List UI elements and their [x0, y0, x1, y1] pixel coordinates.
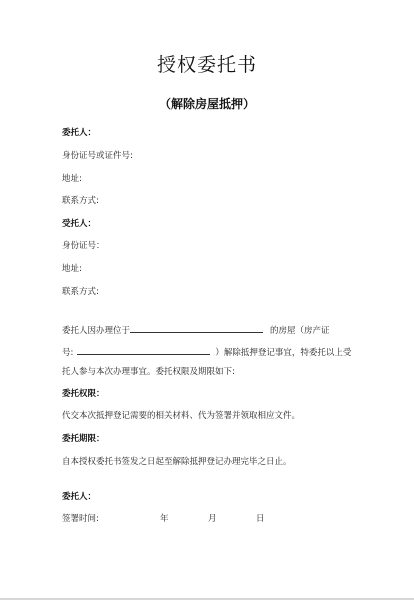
document-title: 授权委托书: [156, 54, 257, 76]
property-location-blank[interactable]: [130, 323, 263, 333]
principal-heading: 委托人：: [62, 128, 97, 138]
certificate-number-blank[interactable]: [77, 345, 210, 355]
agent-contact-label: 联系方式:: [62, 287, 99, 297]
signature-month-label: 月: [208, 514, 217, 524]
signature-heading: 委托人：: [62, 492, 97, 502]
signature-day-label: 日: [256, 514, 265, 524]
scope-heading: 委托权限：: [62, 389, 105, 399]
principal-contact-label: 联系方式:: [62, 196, 99, 206]
body-line-2-end: ）解除抵押登记事宜，特委托以上受: [215, 348, 352, 358]
body-line-2-start: 号:: [62, 348, 74, 358]
body-line-1: [62, 323, 330, 337]
principal-address-label: 地址:: [62, 174, 82, 184]
term-text: 自本授权委托书签发之日起至解除抵押登记办理完毕之日止。: [62, 457, 292, 467]
agent-id-label: 身份证号：: [62, 241, 105, 251]
agent-address-label: 地址:: [62, 264, 82, 274]
scope-text: 代交本次抵押登记需要的相关材料、代为签署并领取相应文件。: [62, 411, 301, 421]
document-subtitle: （解除房屋抵押）: [158, 97, 255, 111]
body-line-1-start: 委托人因办理位于: [62, 326, 131, 336]
body-line-1-end: 的房屋（房产证: [270, 326, 330, 336]
principal-id-label: 身份证号或证件号:: [62, 151, 133, 161]
body-line-3: 托人参与本次办理事宜。委托权限及期限如下:: [62, 367, 235, 377]
body-line-2: [62, 345, 351, 359]
signature-year-label: 年: [160, 514, 169, 524]
signature-date-label: 签署时间:: [62, 514, 99, 524]
agent-heading: 受托人：: [62, 219, 97, 229]
term-heading: 委托期限：: [62, 434, 105, 444]
